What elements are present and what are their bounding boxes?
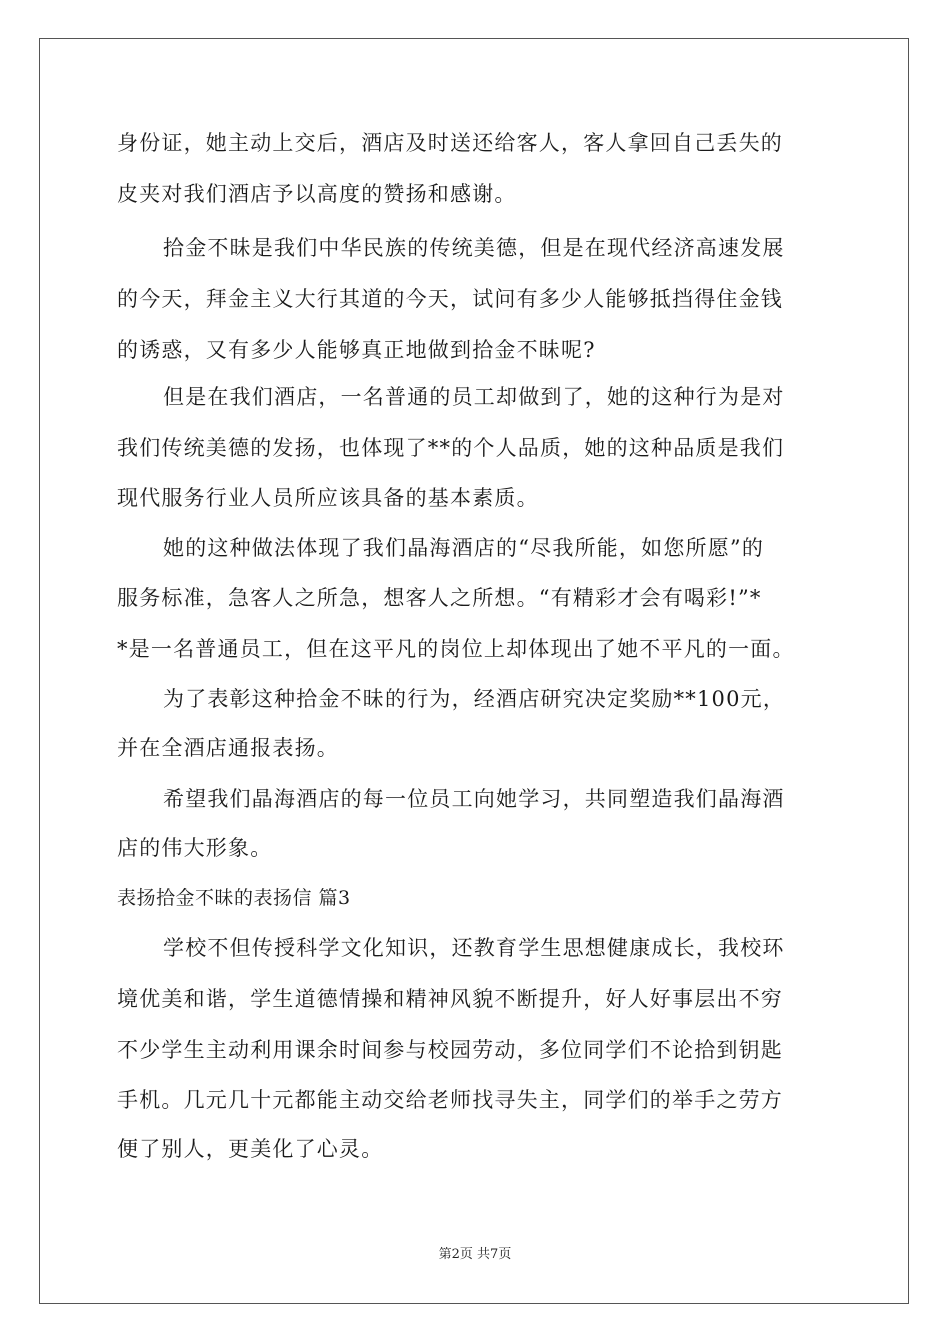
text-line: 希望我们晶海酒店的每一位员工向她学习，共同塑造我们晶海酒 bbox=[163, 787, 785, 811]
text-line: 皮夹对我们酒店予以高度的赞扬和感谢。 bbox=[117, 182, 517, 206]
text-line: 并在全酒店通报表扬。 bbox=[117, 736, 339, 760]
text-line: 手机。几元几十元都能主动交给老师找寻失主，同学们的举手之劳方 bbox=[117, 1088, 783, 1112]
text-line: 店的伟大形象。 bbox=[117, 836, 273, 860]
text-line: 不少学生主动利用课余时间参与校园劳动，多位同学们不论拾到钥匙 bbox=[117, 1038, 783, 1062]
text-line: 便了别人，更美化了心灵。 bbox=[117, 1137, 384, 1161]
text-line: 她的这种做法体现了我们晶海酒店的“尽我所能，如您所愿”的 bbox=[163, 536, 765, 560]
section-heading: 表扬拾金不昧的表扬信 篇3 bbox=[117, 887, 351, 909]
text-line: 现代服务行业人员所应该具备的基本素质。 bbox=[117, 486, 539, 510]
text-line: 的诱惑，又有多少人能够真正地做到拾金不昧呢? bbox=[117, 338, 596, 362]
text-line: 学校不但传授科学文化知识，还教育学生思想健康成长，我校环 bbox=[163, 936, 785, 960]
text-line: 境优美和谐，学生道德情操和精神风貌不断提升，好人好事层出不穷 bbox=[117, 987, 783, 1011]
text-line: 身份证，她主动上交后，酒店及时送还给客人，客人拿回自己丢失的 bbox=[117, 131, 783, 155]
page-footer: 第2页 共7页 bbox=[438, 1247, 512, 1262]
text-line: 但是在我们酒店，一名普通的员工却做到了，她的这种行为是对 bbox=[163, 385, 785, 409]
text-line: 为了表彰这种拾金不昧的行为，经酒店研究决定奖励**100元， bbox=[163, 687, 786, 711]
text-line: 的今天，拜金主义大行其道的今天，试问有多少人能够抵挡得住金钱 bbox=[117, 287, 783, 311]
text-line: *是一名普通员工，但在这平凡的岗位上却体现出了她不平凡的一面。 bbox=[117, 637, 795, 661]
text-line: 拾金不昧是我们中华民族的传统美德，但是在现代经济高速发展 bbox=[163, 236, 785, 260]
text-line: 服务标准，急客人之所急，想客人之所想。“有精彩才会有喝彩!”* bbox=[117, 586, 762, 610]
text-line: 我们传统美德的发扬，也体现了**的个人品质，她的这种品质是我们 bbox=[117, 436, 785, 460]
